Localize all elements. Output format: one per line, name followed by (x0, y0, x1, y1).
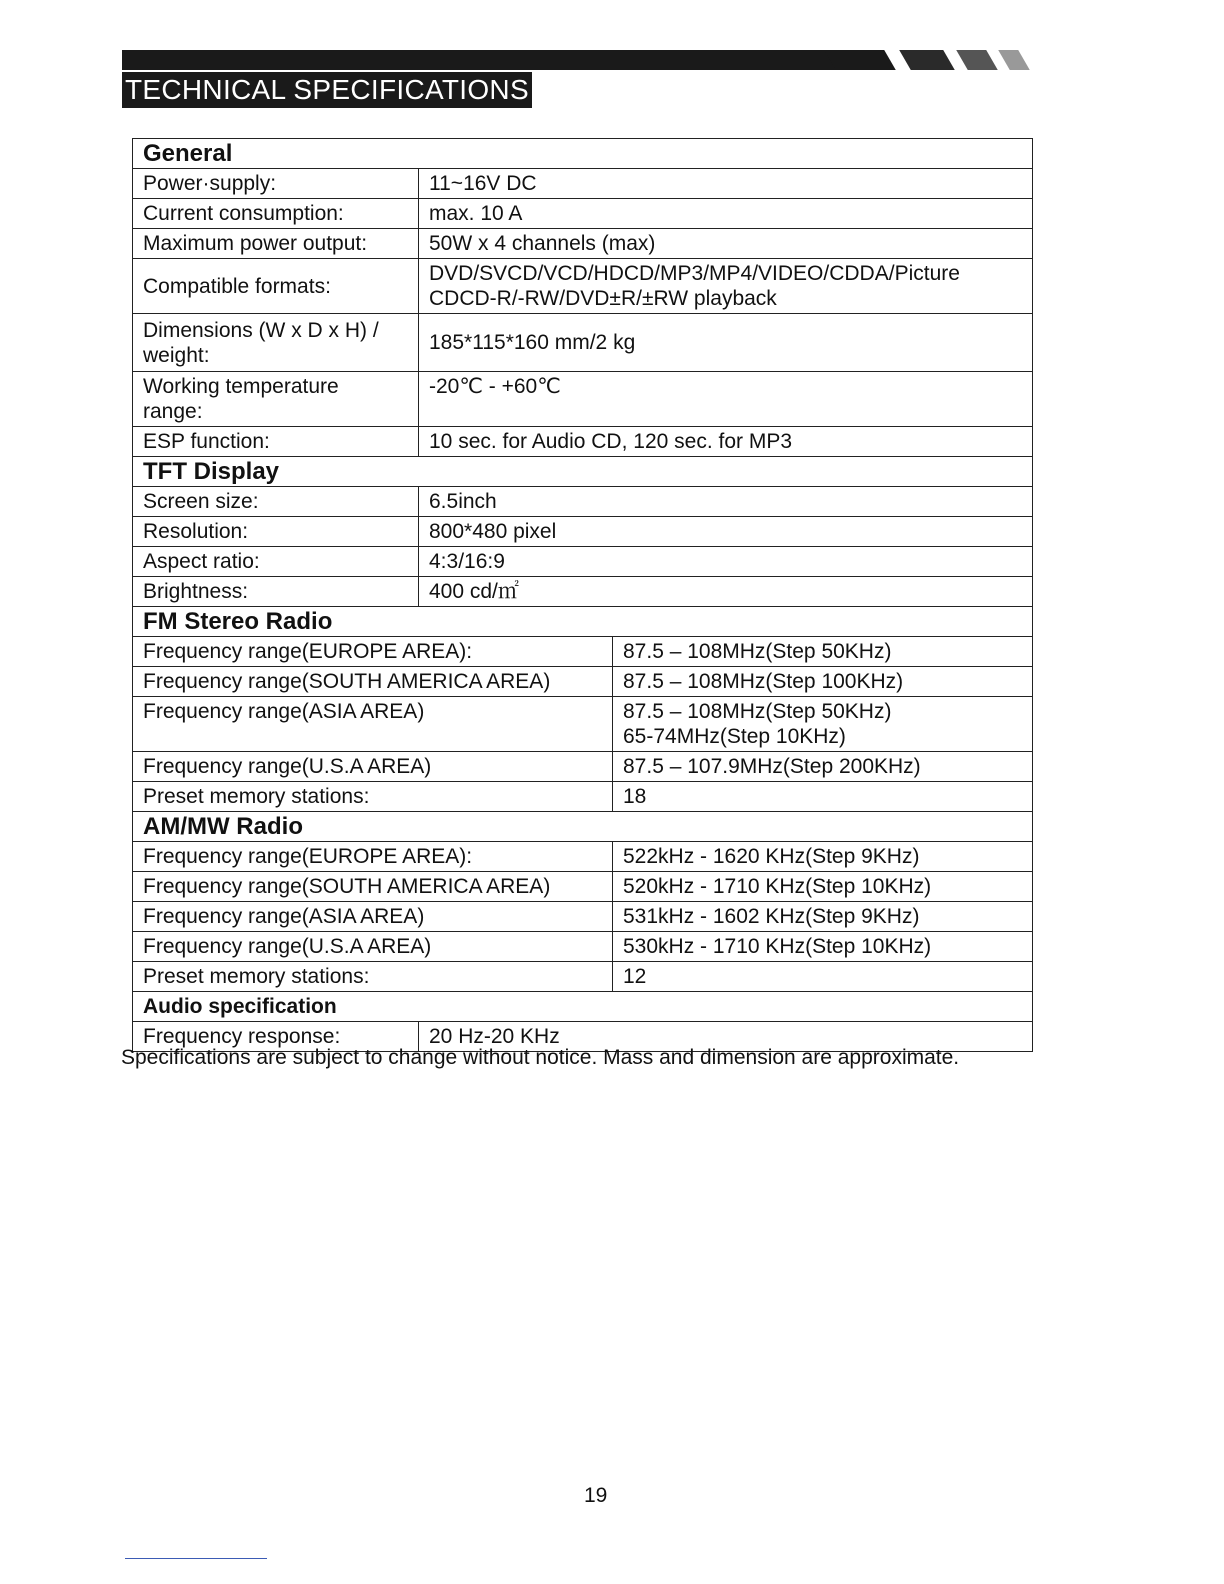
spec-value: 87.5 – 107.9MHz(Step 200KHz) (613, 752, 1033, 782)
spec-value: 531kHz - 1602 KHz(Step 9KHz) (613, 902, 1033, 932)
spec-value-line: CDCD-R/-RW/DVD±R/±RW playback (429, 287, 777, 310)
spec-value: max. 10 A (419, 199, 1033, 229)
spec-label: Resolution: (133, 517, 419, 547)
section-tft (133, 457, 1033, 487)
table-row (133, 697, 1033, 752)
header-stripe (956, 50, 998, 70)
spec-label-line: weight: (143, 343, 210, 367)
spec-label: Frequency range(SOUTH AMERICA AREA) (133, 667, 613, 697)
table-row (133, 782, 1033, 812)
section-audio (133, 992, 1033, 1022)
section-am (133, 812, 1033, 842)
table-row (133, 842, 1033, 872)
header-stripe (899, 50, 955, 70)
spec-value: 11~16V DC (419, 169, 1033, 199)
spec-label: Maximum power output: (133, 229, 419, 259)
spec-label: Frequency range(ASIA AREA) (133, 697, 613, 752)
section-title: General (133, 139, 1033, 169)
divider (125, 1558, 267, 1559)
spec-label: Current consumption: (133, 199, 419, 229)
spec-label: Frequency response: (133, 1022, 419, 1052)
spec-label: Screen size: (133, 487, 419, 517)
spec-label (133, 372, 419, 427)
spec-value: 87.5 – 108MHz(Step 100KHz) (613, 667, 1033, 697)
table-row (133, 902, 1033, 932)
spec-value-line: 65-74MHz(Step 10KHz) (623, 725, 846, 748)
spec-value: 530kHz - 1710 KHz(Step 10KHz) (613, 932, 1033, 962)
section-title: FM Stereo Radio (133, 607, 1033, 637)
table-row (133, 169, 1033, 199)
spec-value: 185*115*160 mm/2 kg (419, 314, 1033, 372)
spec-label: Compatible formats: (133, 259, 419, 314)
table-row (133, 229, 1033, 259)
table-row (133, 872, 1033, 902)
spec-value: 18 (613, 782, 1033, 812)
spec-value: 400 cd/㎡ (419, 577, 1033, 607)
spec-label: Frequency range(SOUTH AMERICA AREA) (133, 872, 613, 902)
spec-value: 20 Hz-20 KHz (419, 1022, 1033, 1052)
header-stripe (824, 50, 896, 70)
spec-value: 4:3/16:9 (419, 547, 1033, 577)
section-title: TFT Display (133, 457, 1033, 487)
table-row (133, 752, 1033, 782)
table-row (133, 372, 1033, 427)
spec-label: Preset memory stations: (133, 782, 613, 812)
section-title: AM/MW Radio (133, 812, 1033, 842)
spec-value: 522kHz - 1620 KHz(Step 9KHz) (613, 842, 1033, 872)
section-fm (133, 607, 1033, 637)
table-row (133, 517, 1033, 547)
table-row (133, 932, 1033, 962)
spec-value: 800*480 pixel (419, 517, 1033, 547)
table-row (133, 487, 1033, 517)
section-title: Audio specification (133, 992, 1033, 1022)
spec-label: Frequency range(U.S.A AREA) (133, 932, 613, 962)
table-row (133, 637, 1033, 667)
table-row (133, 667, 1033, 697)
spec-label: Frequency range(U.S.A AREA) (133, 752, 613, 782)
spec-label: Power·supply: (133, 169, 419, 199)
spec-label: Aspect ratio: (133, 547, 419, 577)
table-row (133, 577, 1033, 607)
spec-label-line: Working temperature (143, 375, 339, 398)
spec-label-line: Dimensions (W x D x H) / (143, 318, 379, 342)
table-row (133, 314, 1033, 372)
spec-value: 6.5inch (419, 487, 1033, 517)
page-title: TECHNICAL SPECIFICATIONS (122, 72, 532, 108)
spec-label: Frequency range(ASIA AREA) (133, 902, 613, 932)
spec-value-line: DVD/SVCD/VCD/HDCD/MP3/MP4/VIDEO/CDDA/Picture (429, 262, 960, 285)
spec-value: 10 sec. for Audio CD, 120 sec. for MP3 (419, 427, 1033, 457)
spec-value (613, 697, 1033, 752)
spec-label: Brightness: (133, 577, 419, 607)
spec-label: Preset memory stations: (133, 962, 613, 992)
header-bar (122, 50, 838, 70)
header-stripe (998, 50, 1030, 70)
spec-value: -20℃ - +60℃ (419, 372, 1033, 427)
section-general (133, 139, 1033, 169)
spec-value: 50W x 4 channels (max) (419, 229, 1033, 259)
spec-value: 520kHz - 1710 KHz(Step 10KHz) (613, 872, 1033, 902)
spec-label: Frequency range(EUROPE AREA): (133, 842, 613, 872)
table-row (133, 962, 1033, 992)
spec-value: 12 (613, 962, 1033, 992)
spec-label: ESP function: (133, 427, 419, 457)
spec-value (419, 259, 1033, 314)
table-row (133, 547, 1033, 577)
disclaimer-note: Specifications are subject to change without notice. Mass and dimension are approximate. (121, 1046, 960, 1069)
spec-label-line: range: (143, 400, 203, 423)
table-row (133, 259, 1033, 314)
spec-value: 87.5 – 108MHz(Step 50KHz) (613, 637, 1033, 667)
spec-label (133, 314, 419, 372)
table-row (133, 199, 1033, 229)
page-number: 19 (584, 1484, 608, 1507)
spec-label: Frequency range(EUROPE AREA): (133, 637, 613, 667)
table-row (133, 427, 1033, 457)
spec-value-line: 87.5 – 108MHz(Step 50KHz) (623, 700, 892, 723)
spec-table (132, 138, 1033, 1052)
